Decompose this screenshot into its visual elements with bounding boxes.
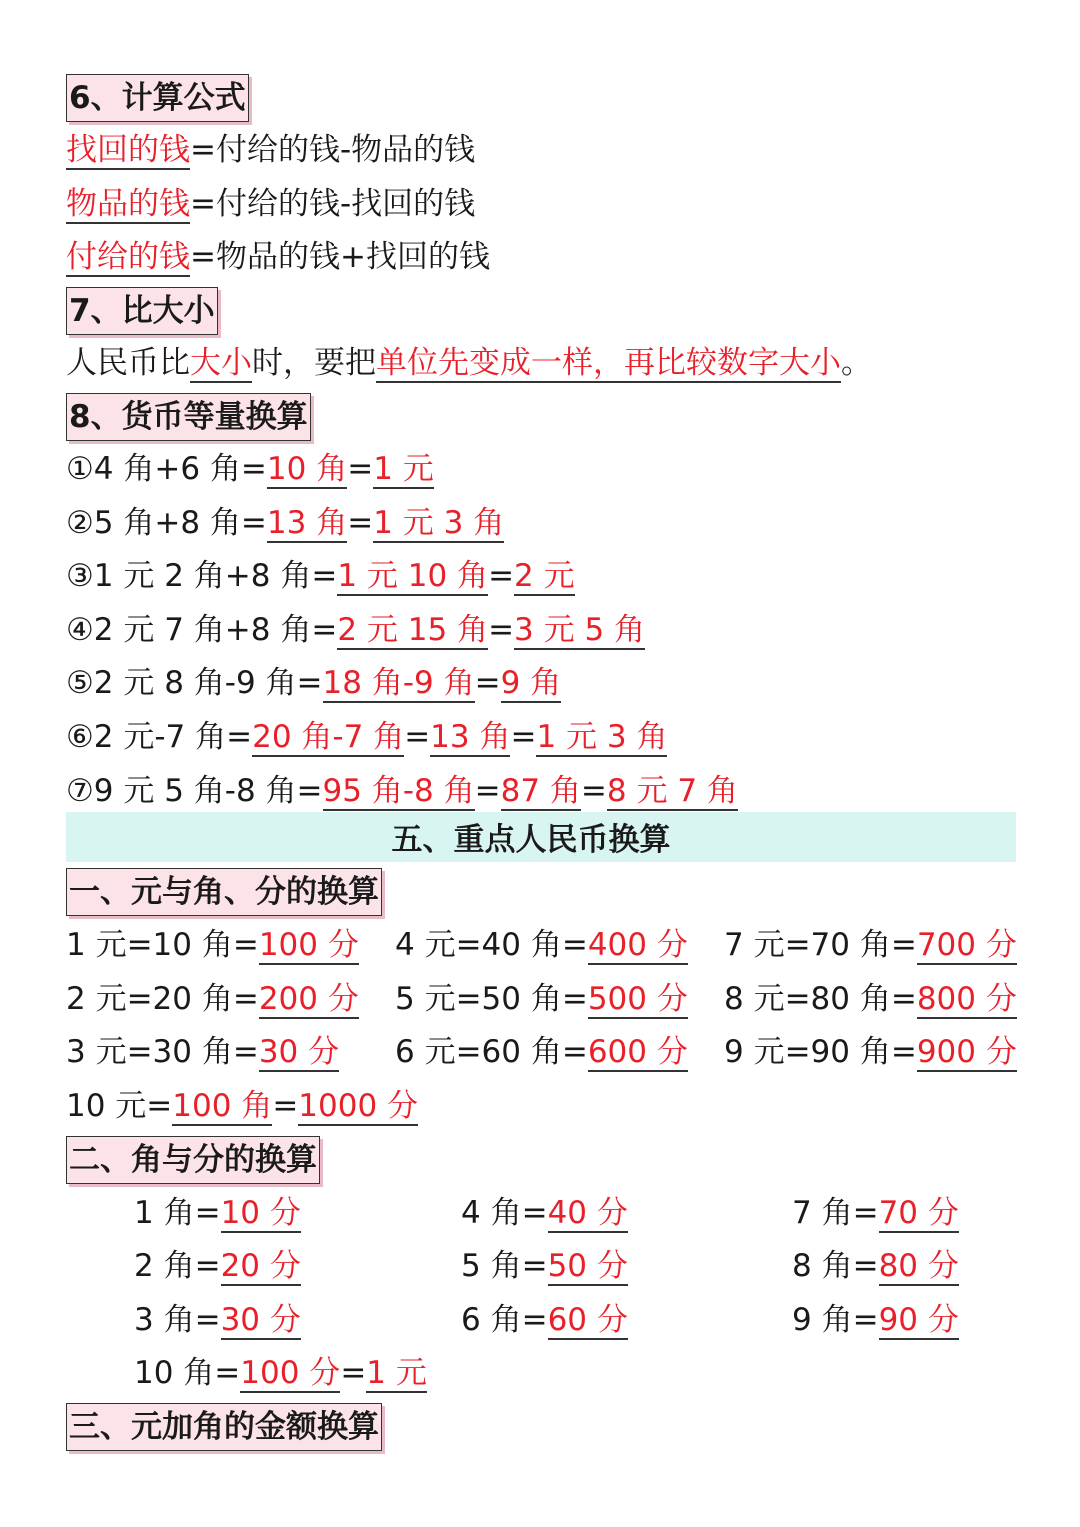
formula-change	[66, 127, 475, 173]
yuan-conversion-last	[66, 1083, 418, 1129]
equivalence-row	[66, 714, 667, 760]
equivalence-row	[66, 500, 504, 546]
answer: 3 元 5 角	[514, 612, 646, 648]
equivalence-row	[66, 446, 434, 492]
question: 6 元=60 角=	[395, 1034, 588, 1070]
answer: 18 角-9 角	[322, 665, 475, 701]
answer: 2 元 15 角	[337, 612, 489, 648]
question: 7 元=70 角=	[724, 927, 917, 963]
question: 10 角=	[134, 1355, 241, 1391]
question: ③1 元 2 角+8 角=	[66, 558, 338, 594]
text: 人民币比	[66, 345, 190, 381]
answer: 大小	[190, 345, 252, 381]
heading-yuan-jiao-fen: 一、元与角、分的换算	[66, 868, 382, 916]
equals: =	[580, 773, 607, 809]
formula-key: 付给的钱	[66, 239, 190, 275]
question: ⑥2 元-7 角=	[66, 719, 253, 755]
answer: 200 分	[258, 981, 359, 1017]
answer: 100 角	[172, 1088, 273, 1124]
answer: 1 元 10 角	[337, 558, 489, 594]
formula-item-cost	[66, 181, 475, 227]
answer: 9 角	[500, 665, 562, 701]
question: ⑦9 元 5 角-8 角=	[66, 773, 323, 809]
question: 1 角=	[134, 1195, 221, 1231]
conversion-cell	[724, 922, 1017, 968]
equals: =	[347, 505, 374, 541]
section-title: 五、重点人民币换算	[391, 822, 671, 858]
answer: 2 元	[514, 558, 575, 594]
question: 2 角=	[134, 1248, 221, 1284]
formula-key: 找回的钱	[66, 132, 190, 168]
jiao-conversion-last	[134, 1350, 427, 1396]
equals: =	[340, 1355, 367, 1391]
equals: =	[488, 612, 515, 648]
question: ④2 元 7 角+8 角=	[66, 612, 338, 648]
conversion-cell	[395, 1029, 688, 1075]
answer: 1 元	[366, 1355, 427, 1391]
answer: 13 角	[266, 505, 348, 541]
conversion-cell	[724, 976, 1017, 1022]
question: ②5 角+8 角=	[66, 505, 267, 541]
equivalence-row	[66, 607, 645, 653]
question: 3 元=30 角=	[66, 1034, 259, 1070]
question: ⑤2 元 8 角-9 角=	[66, 665, 323, 701]
answer: 600 分	[587, 1034, 688, 1070]
question: 6 角=	[461, 1302, 548, 1338]
answer: 1 元 3 角	[536, 719, 668, 755]
equals: =	[347, 451, 374, 487]
answer: 60 分	[547, 1302, 628, 1338]
question: 4 元=40 角=	[395, 927, 588, 963]
answer: 8 元 7 角	[606, 773, 738, 809]
text: 。	[841, 345, 872, 381]
answer: 1000 分	[298, 1088, 419, 1124]
question: 9 角=	[792, 1302, 879, 1338]
question: 3 角=	[134, 1302, 221, 1338]
conversion-cell	[395, 922, 688, 968]
answer: 70 分	[878, 1195, 959, 1231]
equals: =	[474, 665, 501, 701]
heading-equivalence: 8、货币等量换算	[66, 393, 311, 441]
conversion-cell	[461, 1243, 628, 1289]
conversion-cell	[395, 976, 688, 1022]
question: 8 角=	[792, 1248, 879, 1284]
heading-jiao-fen: 二、角与分的换算	[66, 1136, 320, 1184]
question: 8 元=80 角=	[724, 981, 917, 1017]
conversion-cell	[792, 1243, 959, 1289]
question: 5 角=	[461, 1248, 548, 1284]
answer: 800 分	[916, 981, 1017, 1017]
answer: 87 角	[500, 773, 581, 809]
answer: 13 角	[430, 719, 511, 755]
conversion-cell	[66, 922, 359, 968]
answer: 700 分	[916, 927, 1017, 963]
question: 10 元=	[66, 1088, 173, 1124]
equals: =	[272, 1088, 299, 1124]
conversion-cell	[792, 1297, 959, 1343]
answer: 10 角	[266, 451, 348, 487]
answer: 20 分	[220, 1248, 301, 1284]
question: 4 角=	[461, 1195, 548, 1231]
conversion-cell	[461, 1190, 628, 1236]
equivalence-row	[66, 768, 738, 814]
answer: 40 分	[547, 1195, 628, 1231]
formula-expression: =付给的钱-找回的钱	[190, 186, 476, 222]
text: 时，要把	[252, 345, 376, 381]
question: 7 角=	[792, 1195, 879, 1231]
conversion-cell	[461, 1297, 628, 1343]
conversion-cell	[66, 976, 359, 1022]
conversion-cell	[792, 1190, 959, 1236]
equals: =	[488, 558, 515, 594]
answer: 10 分	[220, 1195, 301, 1231]
answer: 50 分	[547, 1248, 628, 1284]
answer: 20 角-7 角	[252, 719, 405, 755]
question: 1 元=10 角=	[66, 927, 259, 963]
heading-compare: 7、比大小	[66, 287, 218, 335]
answer: 单位先变成一样，再比较数字大小	[376, 345, 841, 381]
answer: 1 元	[373, 451, 434, 487]
question: ①4 角+6 角=	[66, 451, 267, 487]
answer: 500 分	[587, 981, 688, 1017]
question: 2 元=20 角=	[66, 981, 259, 1017]
question: 9 元=90 角=	[724, 1034, 917, 1070]
heading-formulas: 6、计算公式	[66, 74, 249, 122]
question: 5 元=50 角=	[395, 981, 588, 1017]
conversion-cell	[134, 1297, 301, 1343]
equivalence-row	[66, 660, 561, 706]
equals: =	[510, 719, 537, 755]
answer: 90 分	[878, 1302, 959, 1338]
answer: 1 元 3 角	[373, 505, 505, 541]
answer: 100 分	[258, 927, 359, 963]
conversion-cell	[724, 1029, 1017, 1075]
answer: 400 分	[587, 927, 688, 963]
answer: 100 分	[240, 1355, 341, 1391]
conversion-cell	[66, 1029, 339, 1075]
equals: =	[474, 773, 501, 809]
section-title-bar	[66, 812, 1016, 862]
answer: 80 分	[878, 1248, 959, 1284]
conversion-cell	[134, 1243, 301, 1289]
equals: =	[404, 719, 431, 755]
formula-expression: =付给的钱-物品的钱	[190, 132, 476, 168]
formula-paid	[66, 234, 490, 280]
answer: 95 角-8 角	[322, 773, 475, 809]
equivalence-row	[66, 553, 575, 599]
heading-yuan-plus-jiao: 三、元加角的金额换算	[66, 1403, 382, 1451]
compare-rule	[66, 340, 872, 386]
answer: 30 分	[258, 1034, 340, 1070]
formula-key: 物品的钱	[66, 186, 190, 222]
formula-expression: =物品的钱+找回的钱	[190, 239, 490, 275]
conversion-cell	[134, 1190, 301, 1236]
answer: 30 分	[220, 1302, 301, 1338]
answer: 900 分	[916, 1034, 1017, 1070]
